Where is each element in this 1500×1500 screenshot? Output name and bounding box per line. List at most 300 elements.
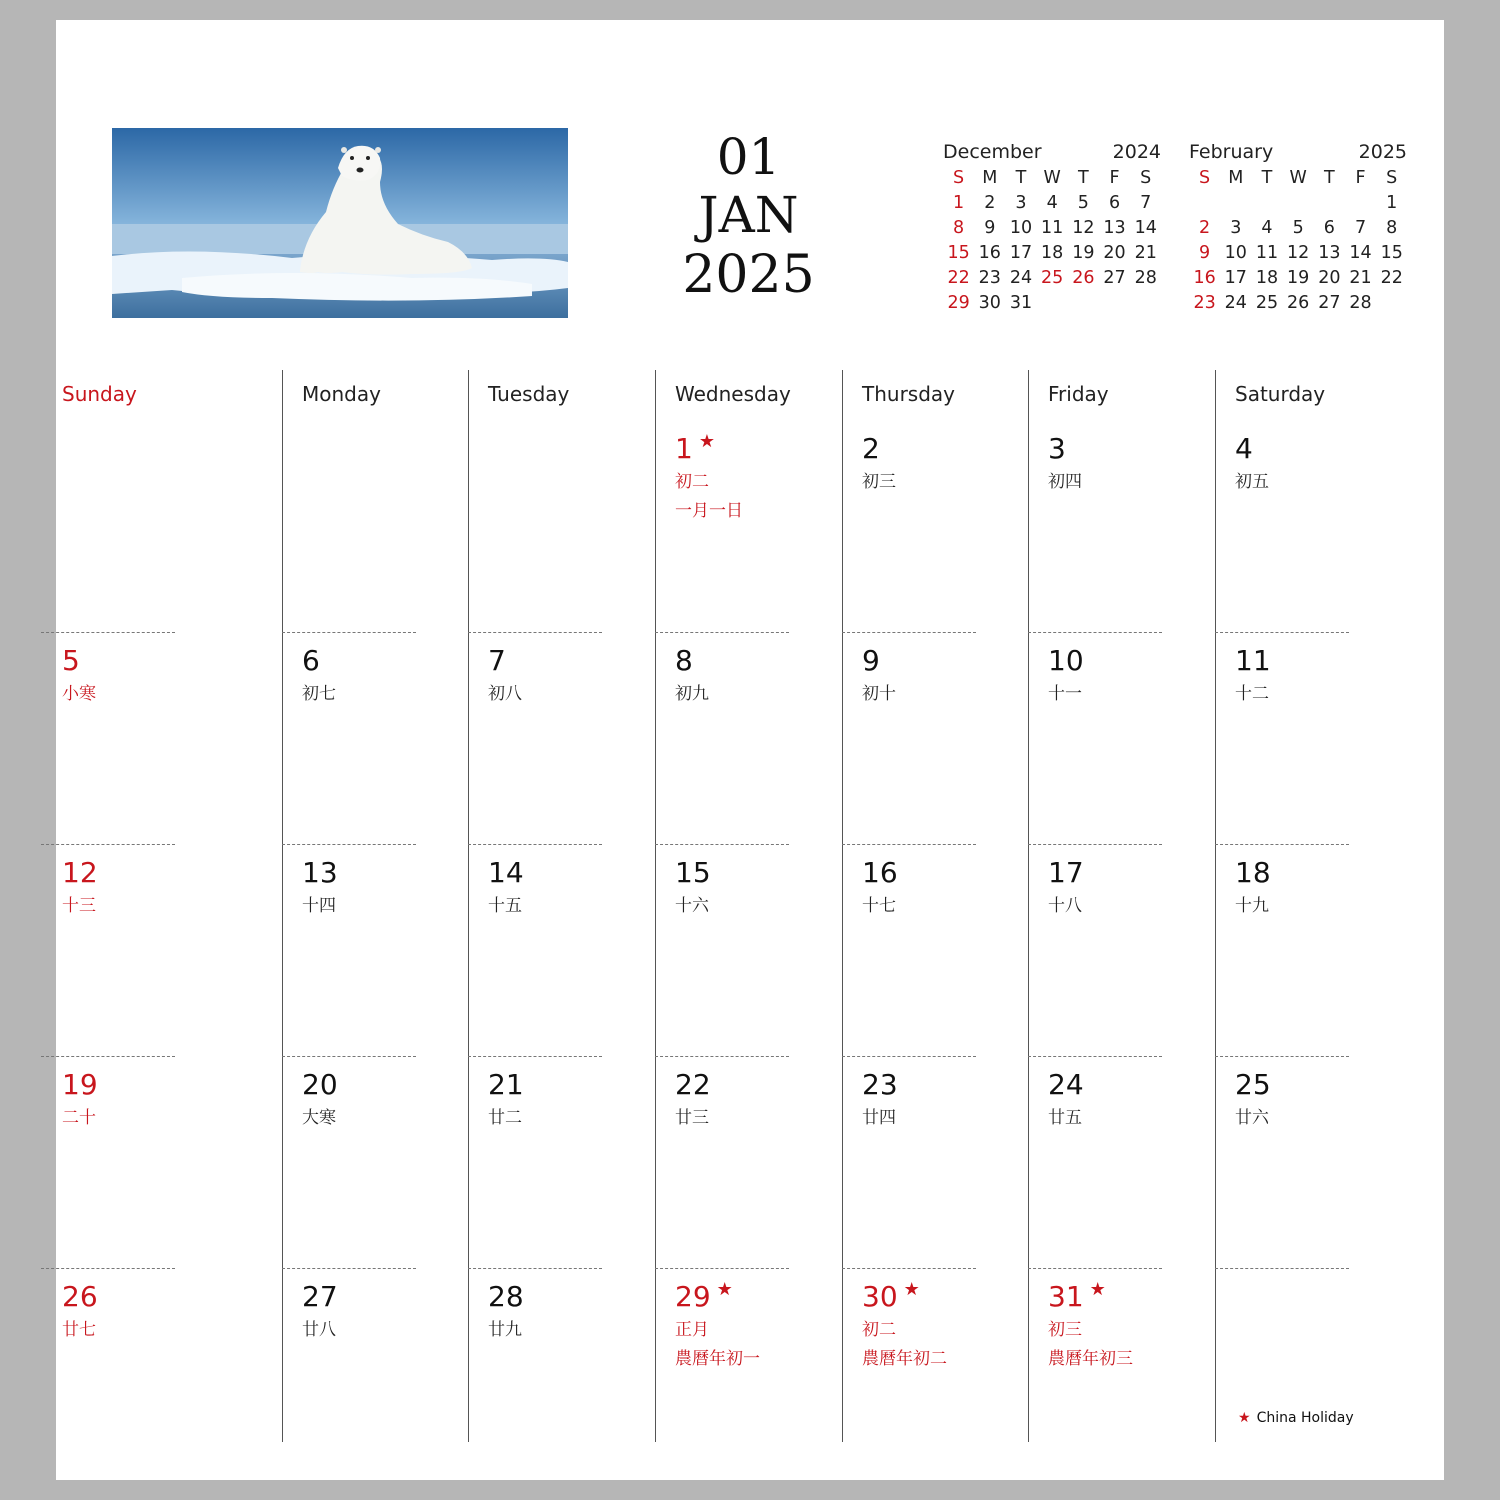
mini-weekday-header: F [1355,168,1366,188]
week-separator [1028,844,1162,845]
day-number-line [488,642,522,680]
mini-day: 4 [1261,218,1273,238]
week-separator [282,1056,416,1057]
mini-day: 10 [1224,243,1247,263]
day-number-line [862,1066,898,1104]
week-separator [1215,844,1349,845]
lunar-date: 初三 [862,472,896,492]
day-number: 5 [62,644,80,677]
day-number-line [862,642,896,680]
day-cell [59,420,246,632]
day-number-line [62,642,96,680]
day-number: 1 [675,432,693,465]
day-content [1235,1066,1271,1133]
day-cell [1028,420,1215,632]
legend [1238,1410,1354,1426]
mini-day: 25 [1255,293,1279,313]
day-cell [1215,632,1402,844]
lunar-date: 初三 [1048,1320,1082,1340]
week-separator [282,632,416,633]
day-number: 9 [862,644,880,677]
day-number: 14 [488,856,524,889]
day-cell [468,1056,655,1268]
mini-weekday-header: W [1289,168,1307,188]
day-cell [59,1268,246,1480]
lunar-date: 十七 [862,896,896,916]
mini-day: 20 [1318,268,1341,288]
day-number-line [1235,642,1271,680]
day-content [675,854,711,921]
lunar-date: 初二 [862,1320,896,1340]
day-content [1048,1066,1084,1133]
day-number: 2 [862,432,880,465]
day-column-tuesday [468,370,655,1442]
day-cell [1028,1056,1215,1268]
star-icon: ★ [716,1279,733,1300]
mini-day: 3 [1015,193,1027,213]
month-abbreviation: JAN [698,186,799,244]
mini-day: 8 [953,218,965,238]
day-cell [842,420,1029,632]
lunar-date: 廿四 [862,1108,896,1128]
day-column-friday [1028,370,1215,1442]
day-content [675,642,709,709]
lunar-date: 廿三 [675,1108,709,1128]
mini-day: 2 [984,193,996,213]
weekday-header: Sunday [62,382,137,406]
day-content [862,1066,898,1133]
day-number-line [1235,854,1271,892]
day-number: 10 [1048,644,1084,677]
mini-day: 16 [978,243,1001,263]
week-separator [842,632,976,633]
day-cell [282,844,469,1056]
mini-day: 5 [1077,193,1089,213]
mini-weekday-header: S [1386,168,1398,188]
day-content [862,854,898,921]
year-label: 2025 [682,245,815,305]
mini-weekday-header: S [1140,168,1152,188]
lunar-date: 十四 [302,896,336,916]
day-cell [282,1268,469,1480]
mini-weekday-header: S [953,168,965,188]
mini-day: 3 [1230,218,1242,238]
day-cell [1028,1268,1215,1480]
mini-weekday-header: T [1323,168,1335,188]
day-number: 4 [1235,432,1253,465]
day-number: 30 [862,1280,898,1313]
mini-day: 22 [947,268,970,288]
legend-label: China Holiday [1256,1410,1354,1426]
mini-weekday-header: S [1199,168,1211,188]
mini-day: 7 [1140,193,1152,213]
day-content [302,1066,338,1133]
week-separator [1028,1056,1162,1057]
day-cell [842,1268,1029,1480]
week-separator [41,1056,175,1057]
day-number-line [62,1278,98,1316]
lunar-date: 十一 [1048,684,1082,704]
week-separator [655,1056,789,1057]
weekday-header: Monday [302,382,381,406]
day-number: 27 [302,1280,338,1313]
lunar-date: 十八 [1048,896,1082,916]
day-cell [1215,844,1402,1056]
day-cell [468,844,655,1056]
mini-day: 6 [1323,218,1335,238]
day-number: 28 [488,1280,524,1313]
mini-day: 21 [1134,243,1157,263]
lunar-date: 大寒 [302,1108,336,1128]
lunar-date: 初七 [302,684,336,704]
day-content [862,430,896,497]
day-content [488,1066,524,1133]
day-cell [842,844,1029,1056]
week-separator [655,1268,789,1269]
week-separator [282,844,416,845]
mini-day: 26 [1287,293,1310,313]
day-number-line [488,1278,524,1316]
mini-day: 16 [1193,268,1216,288]
day-content [1048,1278,1133,1374]
day-cell [1215,420,1402,632]
day-number-line [675,430,743,468]
day-number: 3 [1048,432,1066,465]
day-cell [1028,632,1215,844]
lunar-date: 初九 [675,684,709,704]
day-content [1048,854,1084,921]
mini-weekday-header: T [1077,168,1089,188]
lunar-date: 正月 [675,1320,709,1340]
day-number: 7 [488,644,506,677]
lunar-date: 初五 [1235,472,1269,492]
week-separator [1028,1268,1162,1269]
day-number-line [1048,642,1084,680]
week-separator [468,1056,602,1057]
mini-day: 27 [1318,293,1341,313]
mini-day [1037,291,1068,316]
day-number: 12 [62,856,98,889]
day-number: 25 [1235,1068,1271,1101]
mini-day: 4 [1046,193,1058,213]
mini-day: 31 [1009,293,1033,313]
lunar-date: 十六 [675,896,709,916]
day-number-line [1048,854,1084,892]
day-content [62,1278,98,1345]
lunar-date: 廿五 [1048,1108,1082,1128]
day-cell [468,420,655,632]
mini-month-label: December [943,141,1042,163]
header-photo [112,128,568,318]
day-content [302,854,338,921]
holiday-label: 農曆年初一 [675,1349,760,1369]
mini-day: 26 [1072,268,1095,288]
day-number-line [302,1278,338,1316]
day-number: 18 [1235,856,1271,889]
lunar-date: 十三 [62,896,96,916]
day-number: 23 [862,1068,898,1101]
mini-weekday-header: T [1015,168,1027,188]
day-content [62,642,96,709]
mini-day: 10 [1009,218,1033,238]
day-number: 11 [1235,644,1271,677]
mini-day: 9 [984,218,996,238]
mini-day: 27 [1103,268,1126,288]
day-number-line [1235,1066,1271,1104]
mini-calendar-next [1189,138,1407,316]
day-cell [468,1268,655,1480]
mini-day: 15 [947,243,970,263]
day-number: 6 [302,644,320,677]
holiday-label: 農曆年初二 [862,1349,947,1369]
mini-day: 17 [1009,243,1033,263]
mini-day: 8 [1386,218,1398,238]
weekday-header: Tuesday [488,382,570,406]
mini-day [1189,191,1220,216]
day-content [675,1066,711,1133]
mini-day: 12 [1287,243,1310,263]
day-column-sunday [59,370,246,1442]
mini-day: 1 [953,193,965,213]
day-number: 17 [1048,856,1084,889]
weekday-header: Saturday [1235,382,1326,406]
week-separator [1215,632,1349,633]
week-separator [655,844,789,845]
mini-day: 14 [1134,218,1157,238]
mini-weekday-header: F [1109,168,1120,188]
lunar-date: 廿二 [488,1108,522,1128]
day-number: 31 [1048,1280,1084,1313]
week-separator [282,1268,416,1269]
day-content [862,1278,947,1374]
lunar-date: 初八 [488,684,522,704]
day-number-line [302,854,338,892]
mini-day: 13 [1318,243,1341,263]
mini-day: 18 [1041,243,1064,263]
day-content [1048,642,1084,709]
day-number: 21 [488,1068,524,1101]
week-separator [655,632,789,633]
day-content [62,1066,98,1133]
mini-day [1251,191,1282,216]
day-number: 22 [675,1068,711,1101]
day-cell [655,1268,842,1480]
mini-day: 11 [1041,218,1064,238]
week-separator [41,844,175,845]
mini-day: 11 [1255,243,1279,263]
mini-day: 22 [1380,268,1403,288]
day-content [302,642,336,709]
mini-day [1068,291,1099,316]
mini-calendar-previous [943,138,1161,316]
star-icon: ★ [698,431,715,452]
day-number-line [1048,1066,1084,1104]
day-number-line [675,1278,760,1316]
day-number-line [862,1278,947,1316]
mini-day [1283,191,1314,216]
day-content [488,1278,524,1345]
day-cell [59,844,246,1056]
mini-day: 13 [1103,218,1126,238]
day-number: 29 [675,1280,711,1313]
mini-day: 28 [1134,268,1157,288]
week-separator [468,844,602,845]
mini-day: 24 [1224,293,1247,313]
day-content [62,854,98,921]
day-number-line [302,642,336,680]
star-icon: ★ [1089,1279,1106,1300]
weekday-header: Friday [1048,382,1109,406]
day-cell [655,1056,842,1268]
lunar-date: 廿七 [62,1320,96,1340]
mini-day: 18 [1255,268,1279,288]
lunar-date: 廿九 [488,1320,522,1340]
day-cell [282,632,469,844]
mini-day: 19 [1072,243,1095,263]
day-cell [468,632,655,844]
week-separator [842,1268,976,1269]
day-number: 8 [675,644,693,677]
holiday-label: 一月一日 [675,501,743,521]
day-column-wednesday [655,370,842,1442]
lunar-date: 十五 [488,896,522,916]
day-cell [59,632,246,844]
day-number-line [62,854,98,892]
mini-day: 17 [1224,268,1247,288]
mini-year-label: 2025 [1358,141,1407,163]
lunar-date: 初十 [862,684,896,704]
mini-day: 21 [1349,268,1372,288]
day-number: 26 [62,1280,98,1313]
day-content [302,1278,338,1345]
day-number: 13 [302,856,338,889]
mini-day [1130,291,1161,316]
star-icon: ★ [903,1279,920,1300]
lunar-date: 小寒 [62,684,96,704]
day-number-line [675,854,711,892]
day-number: 16 [862,856,898,889]
day-cell [655,420,842,632]
day-number: 15 [675,856,711,889]
mini-day: 24 [1009,268,1033,288]
month-title [656,128,841,306]
week-separator [842,844,976,845]
day-number-line [302,1066,338,1104]
calendar-page [56,20,1444,1480]
weekday-header: Thursday [862,382,955,406]
day-cell [655,844,842,1056]
day-content [1048,430,1082,497]
month-number: 01 [716,128,781,186]
mini-day: 29 [947,293,970,313]
lunar-date: 初四 [1048,472,1082,492]
day-cell [842,1056,1029,1268]
week-separator [41,632,175,633]
mini-day: 6 [1108,193,1121,213]
mini-grid [1189,166,1407,316]
day-column-monday [282,370,469,1442]
mini-day: 2 [1199,218,1211,238]
mini-day: 5 [1292,218,1304,238]
lunar-date: 初二 [675,472,709,492]
lunar-date: 十九 [1235,896,1269,916]
holiday-label: 農曆年初三 [1048,1349,1133,1369]
mini-day: 25 [1041,268,1064,288]
day-content [488,854,524,921]
mini-day: 30 [978,293,1001,313]
week-separator [842,1056,976,1057]
day-cell [1215,1056,1402,1268]
day-content [1235,854,1271,921]
day-number-line [62,1066,98,1104]
lunar-date: 廿八 [302,1320,336,1340]
day-column-saturday [1215,370,1402,1442]
day-column-thursday [842,370,1029,1442]
day-content [862,642,896,709]
mini-weekday-header: W [1043,168,1061,188]
day-content [488,642,522,709]
day-cell [59,1056,246,1268]
mini-day: 9 [1199,243,1211,263]
mini-day: 19 [1287,268,1310,288]
day-content [675,1278,760,1374]
mini-month-label: February [1189,141,1274,163]
mini-weekday-header: T [1261,168,1273,188]
polar-bear-image [112,128,568,318]
day-number-line [675,1066,711,1104]
day-number-line [488,1066,524,1104]
day-cell [1028,844,1215,1056]
week-separator [1215,1268,1349,1269]
day-number: 19 [62,1068,98,1101]
mini-day: 15 [1380,243,1403,263]
day-content [675,430,743,526]
mini-day: 12 [1072,218,1095,238]
mini-weekday-header: M [982,168,998,188]
day-number-line [1048,430,1082,468]
day-number-line [675,642,709,680]
mini-day: 23 [978,268,1001,288]
weekday-header: Wednesday [675,382,791,406]
day-number-line [1048,1278,1133,1316]
lunar-date: 廿六 [1235,1108,1269,1128]
day-cell [655,632,842,844]
mini-day: 7 [1354,218,1367,238]
mini-day: 23 [1193,293,1216,313]
lunar-date: 十二 [1235,684,1269,704]
mini-day: 14 [1349,243,1372,263]
day-cell [842,632,1029,844]
day-content [1235,430,1269,497]
day-number-line [1235,430,1269,468]
mini-day [1345,191,1376,216]
week-separator [41,1268,175,1269]
day-number: 24 [1048,1068,1084,1101]
day-cell [282,1056,469,1268]
mini-day [1314,191,1345,216]
mini-day [1220,191,1251,216]
week-separator [468,632,602,633]
mini-day [1099,291,1130,316]
mini-weekday-header: M [1228,168,1244,188]
lunar-date: 二十 [62,1108,96,1128]
mini-day: 1 [1386,193,1398,213]
day-cell [282,420,469,632]
day-content [1235,642,1271,709]
mini-day: 20 [1103,243,1126,263]
mini-year-label: 2024 [1112,141,1161,163]
mini-day: 28 [1349,293,1372,313]
